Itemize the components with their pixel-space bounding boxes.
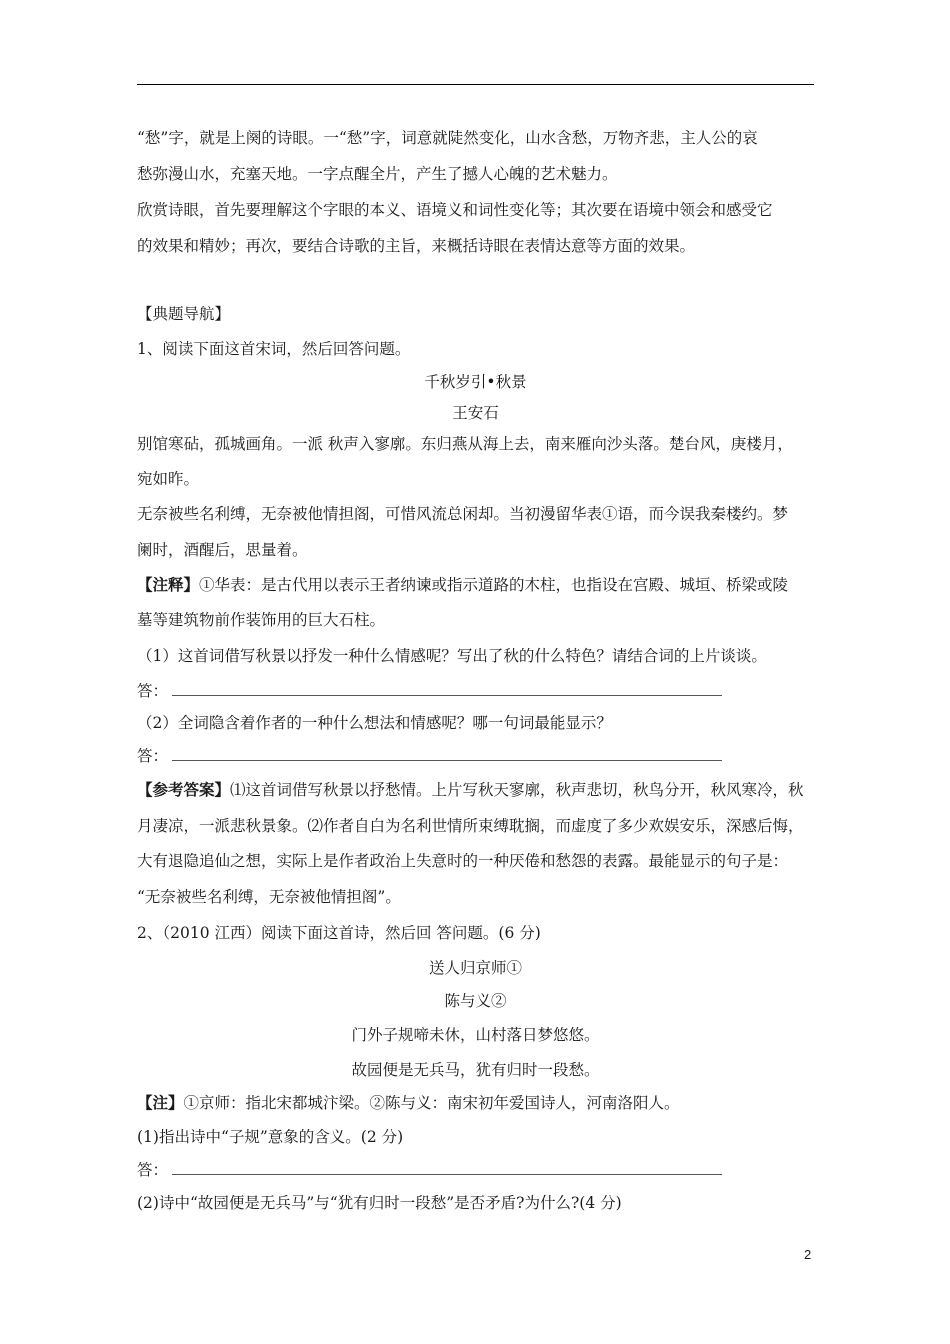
reference-answer-text: ⑴这首词借写秋景以抒愁情。上片写秋天寥廓，秋声悲切，秋鸟分开，秋风寒冷，秋 bbox=[230, 781, 804, 799]
intro-text: 的效果和精妙；再次，要结合诗歌的主旨，来概括诗眼在表情达意等方面的效果。 bbox=[137, 237, 696, 255]
answer-label: 答： bbox=[137, 1161, 169, 1179]
answer-line[interactable] bbox=[172, 695, 722, 696]
intro-text: “愁”字，就是上阕的诗眼。一“愁”字，词意就陡然变化，山水含愁，万物齐悲，主人公的哀 bbox=[137, 129, 758, 147]
poem-verse: 别馆寒砧，孤城画角。一派 秋声入寥廓。东归燕从海上去，南来雁向沙头落。楚台风，庚楼月， bbox=[137, 435, 793, 453]
poem-title: 送人归京师① bbox=[428, 959, 522, 977]
header-rule bbox=[137, 84, 814, 85]
sub-question-2: （2）全词隐含着作者的一种什么想法和情感呢？哪一句词最能显示？ bbox=[137, 714, 612, 732]
answer-label: 答： bbox=[137, 747, 169, 765]
poem-author: 王安石 bbox=[452, 404, 499, 422]
page-number: 2 bbox=[804, 1247, 812, 1262]
reference-answer-text: “无奈被些名利缚，无奈被他情担阁”。 bbox=[137, 888, 401, 906]
annotation-text: ①京师：指北宋都城汴梁。②陈与义：南宋初年爱国诗人，河南洛阳人。 bbox=[183, 1094, 680, 1112]
poem-verse: 无奈被些名利缚，无奈被他情担阁，可惜风流总闲却。当初漫留华表①语，而今误我秦楼约。梦 bbox=[137, 505, 789, 523]
section-title: 【典题导航】 bbox=[137, 305, 231, 323]
annotation-label: 【注释】 bbox=[137, 575, 200, 594]
sub-question-1: (1)指出诗中“子规”意象的含义。(2 分) bbox=[137, 1128, 404, 1146]
poem-author: 陈与义② bbox=[444, 992, 507, 1010]
answer-line[interactable] bbox=[172, 1174, 722, 1175]
intro-text: 欣赏诗眼，首先要理解这个字眼的本义、语境义和词性变化等；其次要在语境中领会和感受它 bbox=[137, 201, 773, 219]
reference-answer-label: 【参考答案】 bbox=[137, 780, 231, 799]
poem-title: 千秋岁引•秋景 bbox=[424, 373, 527, 391]
reference-answer-text: 大有退隐追仙之想，实际上是作者政治上失意时的一种厌倦和愁怨的表露。最能显示的句子是： bbox=[137, 852, 789, 870]
poem-line: 门外子规啼未休，山村落日梦悠悠。 bbox=[351, 1026, 600, 1044]
annotation-label: 【注】 bbox=[137, 1093, 184, 1112]
answer-line[interactable] bbox=[172, 760, 722, 761]
annotation bbox=[137, 575, 788, 595]
poem-line: 故园便是无兵马，犹有归时一段愁。 bbox=[351, 1061, 600, 1079]
annotation bbox=[137, 1093, 680, 1113]
intro-text: 愁弥漫山水，充塞天地。一字点醒全片，产生了撼人心魄的艺术魅力。 bbox=[137, 165, 618, 183]
sub-question-1: （1）这首词借写秋景以抒发一种什么情感呢？写出了秋的什么特色？请结合词的上片谈谈。 bbox=[137, 647, 767, 665]
question-2-prompt: 2、（2010 江西）阅读下面这首诗，然后回 答问题。(6 分) bbox=[137, 924, 541, 942]
reference-answer bbox=[137, 780, 804, 800]
poem-verse: 阑时，酒醒后，思量着。 bbox=[137, 541, 308, 559]
poem-verse: 宛如昨。 bbox=[137, 470, 200, 488]
question-1-prompt: 1、阅读下面这首宋词，然后回答问题。 bbox=[137, 340, 411, 358]
answer-label: 答： bbox=[137, 682, 169, 700]
annotation-text: 墓等建筑物前作装饰用的巨大石柱。 bbox=[137, 611, 386, 629]
annotation-text: ①华表：是古代用以表示王者纳谏或指示道路的木柱，也指设在宫殿、城垣、桥梁或陵 bbox=[199, 576, 789, 594]
sub-question-2: (2)诗中“故园便是无兵马”与“犹有归时一段愁”是否矛盾?为什么?(4 分) bbox=[137, 1194, 622, 1212]
reference-answer-text: 月凄凉，一派悲秋景象。⑵作者自白为名利世情所束缚耽搁，而虚度了多少欢娱安乐，深感后悔， bbox=[137, 817, 804, 835]
